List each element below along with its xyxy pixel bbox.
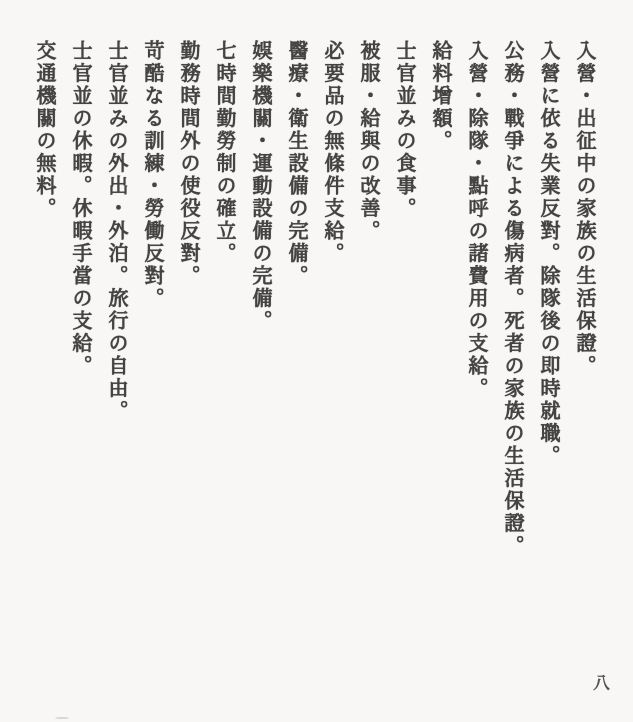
list-item-3: 公務・戰爭による傷病者。死者の家族の生活保證。 — [501, 40, 525, 558]
list-item-9: 醫療・衛生設備の完備。 — [285, 40, 309, 288]
list-item-1: 入營・出征中の家族の生活保證。 — [573, 40, 597, 378]
list-item-14: 士官並みの外出・外泊。旅行の自由。 — [105, 40, 129, 423]
list-item-16: 交通機關の無料。 — [33, 40, 57, 220]
list-item-11: 七時間勤勞制の確立。 — [213, 40, 237, 265]
list-item-13: 苛酷なる訓練・勞働反對。 — [141, 40, 165, 310]
list-item-10: 娛樂機關・運動設備の完備。 — [249, 40, 273, 333]
list-item-4: 入營・除隊・點呼の諸費用の支給。 — [465, 40, 489, 400]
list-item-2: 入營に依る失業反對。除隊後の即時就職。 — [537, 40, 561, 468]
list-item-6: 士官並みの食事。 — [393, 40, 417, 220]
list-item-5: 給料增額。 — [429, 40, 453, 153]
page-number: 八 — [589, 674, 609, 691]
demand-list — [27, 40, 603, 670]
list-item-8: 必要品の無條件支給。 — [321, 40, 345, 265]
list-item-7: 被服・給與の改善。 — [357, 40, 381, 243]
list-item-15: 士官並の休暇。休暇手當の支給。 — [69, 40, 93, 378]
scan-artifact — [55, 717, 69, 719]
list-item-12: 勤務時間外の使役反對。 — [177, 40, 201, 288]
